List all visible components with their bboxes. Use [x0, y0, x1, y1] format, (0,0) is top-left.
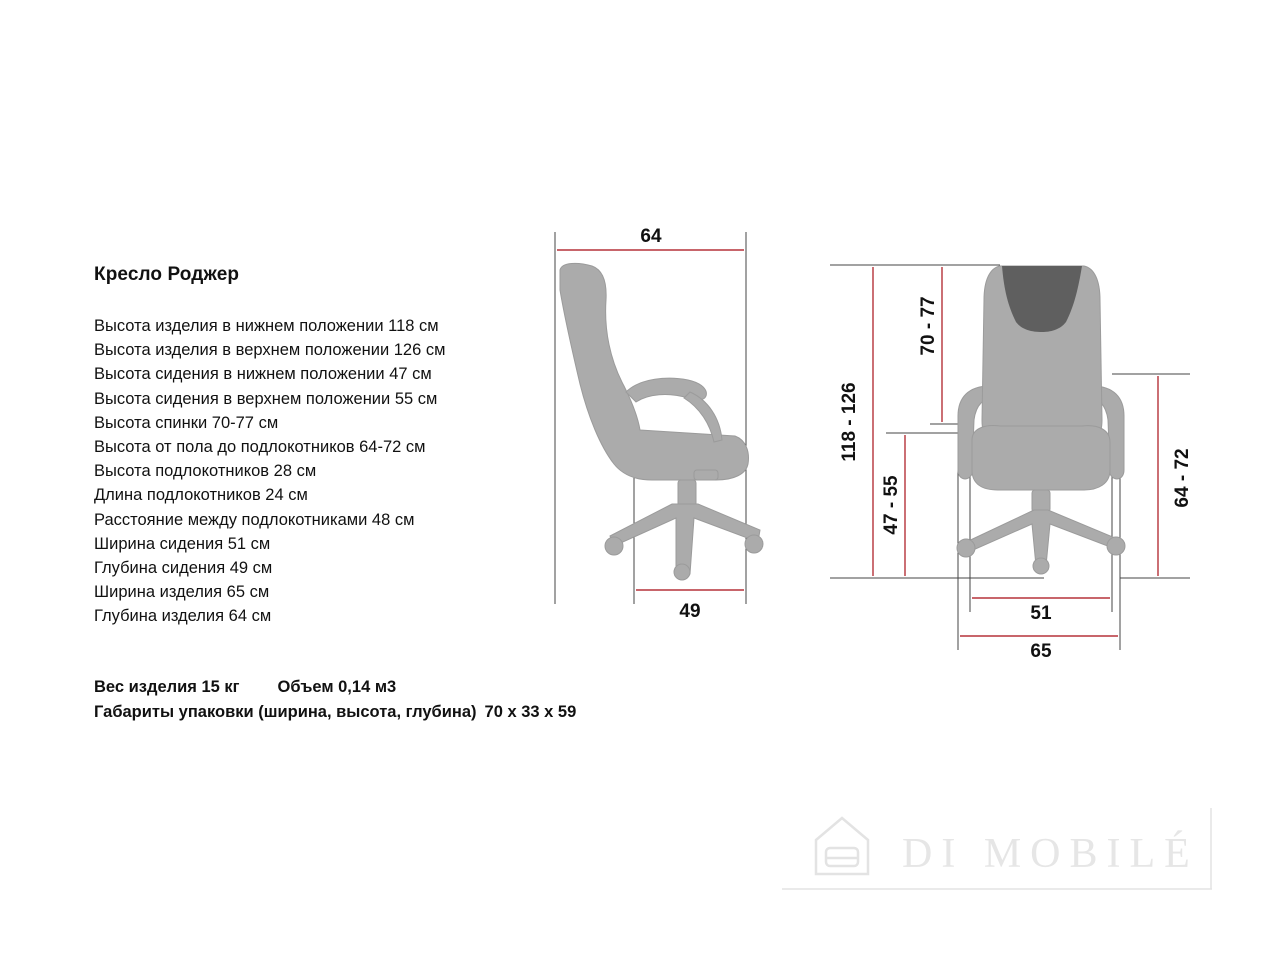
product-title: Кресло Роджер: [94, 264, 240, 285]
front-gas-lift: [1032, 490, 1050, 512]
house-sofa-icon: [816, 818, 868, 874]
side-caster: [605, 537, 623, 555]
spec-item: Ширина сидения 51 см: [94, 534, 271, 553]
side-seat-depth-label: 49: [679, 601, 701, 622]
brand-name: DI MOBILÉ: [902, 831, 1199, 877]
front-caster: [1107, 537, 1125, 555]
spec-item: Ширина изделия 65 см: [94, 583, 270, 602]
front-arm-height-label: 64 - 72: [1172, 448, 1193, 508]
package-label: Габариты упаковки (ширина, высота, глубина): [94, 703, 477, 721]
front-caster: [957, 539, 975, 557]
front-overall-width-label: 65: [1030, 641, 1052, 662]
front-caster: [1033, 558, 1049, 574]
spec-item: Высота от пола до подлокотников 64-72 см: [94, 438, 426, 457]
spec-item: Высота изделия в нижнем положении 118 см: [94, 317, 439, 335]
side-base: [610, 504, 760, 574]
front-seat-width-label: 51: [1030, 603, 1052, 624]
spec-item: Высота подлокотников 28 см: [94, 462, 317, 481]
front-back-height-label: 70 - 77: [918, 296, 939, 356]
weight-text: Вес изделия 15 кг: [94, 678, 240, 696]
side-backrest-seat: [560, 263, 748, 480]
spec-item: Расстояние между подлокотниками 48 см: [94, 510, 415, 529]
spec-item: Глубина изделия 64 см: [94, 607, 272, 626]
side-caster: [745, 535, 763, 553]
front-seat-height-label: 47 - 55: [881, 475, 902, 535]
side-lever: [694, 470, 718, 480]
side-view: [555, 226, 763, 622]
side-depth-label: 64: [640, 226, 662, 247]
front-seat: [972, 426, 1110, 490]
front-view: [830, 265, 1193, 662]
spec-item: Высота сидения в верхнем положении 55 см: [94, 389, 438, 408]
spec-item: Высота изделия в верхнем положении 126 см: [94, 341, 446, 360]
spec-item: Длина подлокотников 24 см: [94, 486, 308, 505]
package-dims: 70 х 33 х 59: [484, 703, 577, 721]
spec-item: Глубина сидения 49 см: [94, 559, 273, 578]
front-total-height-label: 118 - 126: [839, 382, 860, 462]
volume-text: Объем 0,14 м3: [277, 678, 397, 696]
spec-item: Высота спинки 70-77 см: [94, 413, 279, 432]
side-caster: [674, 564, 690, 580]
side-chair-silhouette: [560, 263, 763, 580]
spec-item: Высота сидения в нижнем положении 47 см: [94, 365, 432, 384]
